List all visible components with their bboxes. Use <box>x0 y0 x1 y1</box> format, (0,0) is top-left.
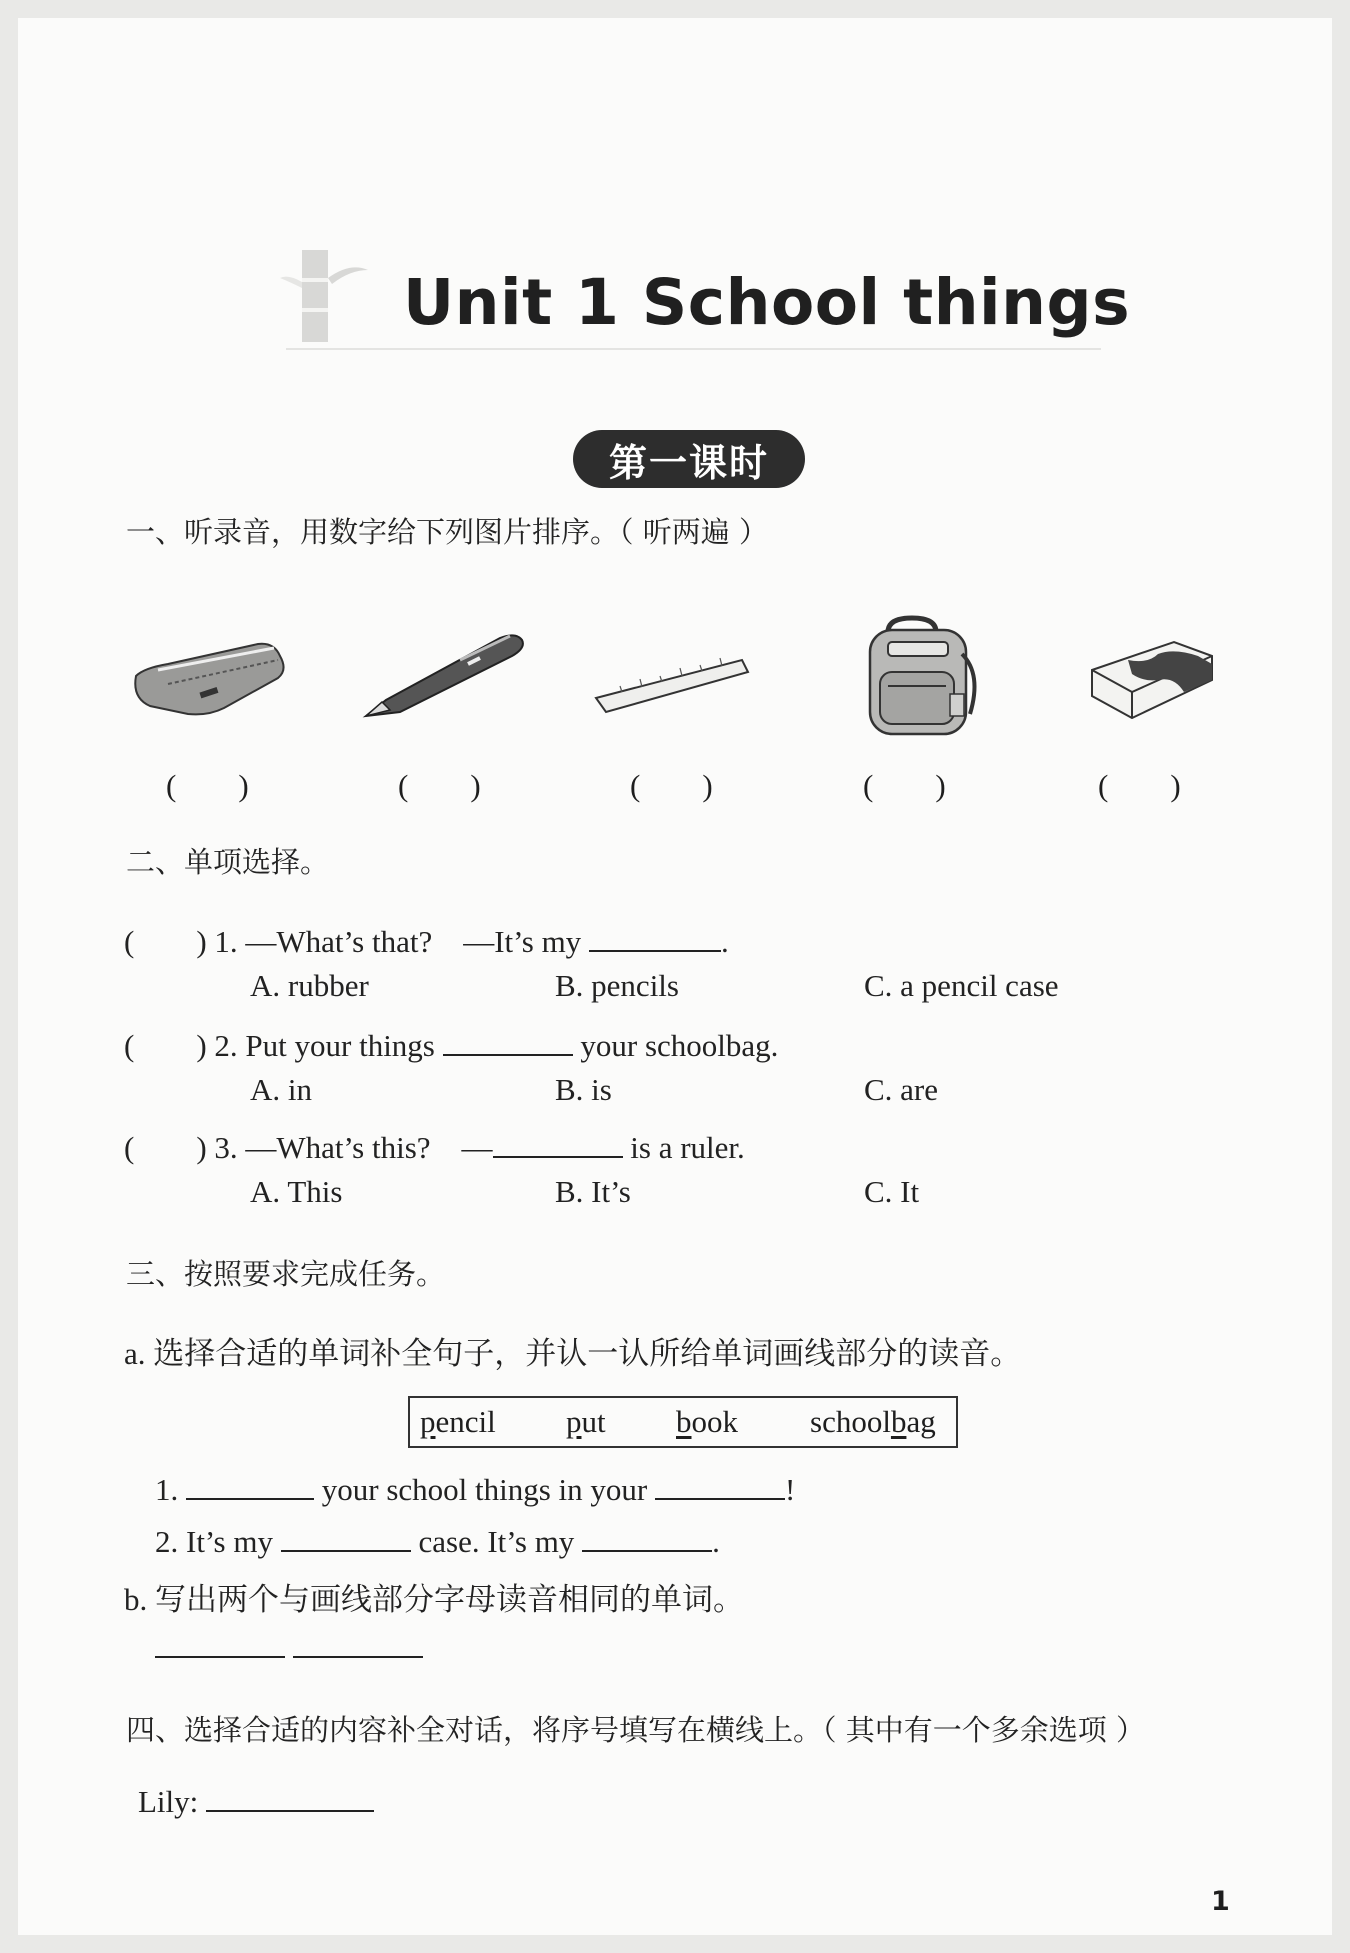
pencil-case-icon <box>128 626 288 726</box>
word-pencil[interactable]: pencil <box>420 1404 496 1439</box>
fill-blank[interactable] <box>589 949 721 952</box>
pen-icon <box>360 630 530 725</box>
question-stem-end: your schoolbag. <box>580 1028 779 1063</box>
section4-heading: 四、选择合适的内容补全对话，将序号填写在横线上。（ 其中有一个多余选项 ） <box>126 1713 1145 1747</box>
sentence-2: 2. It’s my case. It’s my . <box>155 1524 720 1559</box>
fill-blank[interactable] <box>281 1549 411 1552</box>
question-stem: 3. —What’s this? — <box>214 1130 493 1165</box>
option-a[interactable]: A. in <box>250 1072 312 1107</box>
lesson-badge: 第一课时 <box>573 430 805 488</box>
schoolbag-icon <box>858 614 984 747</box>
speaker-label: Lily: <box>138 1784 199 1819</box>
worksheet-page <box>18 18 1332 1935</box>
question-stem-end: . <box>720 924 729 959</box>
ruler-icon <box>592 654 752 719</box>
sentence-1: 1. your school things in your ! <box>155 1472 796 1507</box>
question-stem: 2. Put your things <box>214 1028 435 1063</box>
option-c[interactable]: C. are <box>864 1072 939 1107</box>
question-stem-end: is a ruler. <box>630 1130 745 1165</box>
part-b-instruction: b. 写出两个与画线部分字母读音相同的单词。 <box>124 1582 744 1617</box>
eraser-icon <box>1088 634 1218 731</box>
title-divider <box>286 348 1101 350</box>
fill-blank[interactable] <box>493 1155 623 1158</box>
option-c[interactable]: C. a pencil case <box>864 968 1059 1003</box>
section1-heading: 一、听录音，用数字给下列图片排序。（ 听两遍 ） <box>126 515 768 549</box>
order-blank-2[interactable]: ( ) <box>398 768 481 803</box>
page-title: Unit 1 School things <box>403 266 1131 339</box>
fill-blank[interactable] <box>655 1497 785 1500</box>
word-schoolbag[interactable]: schoolbag <box>810 1404 936 1439</box>
fill-blank[interactable] <box>443 1053 573 1056</box>
option-c[interactable]: C. It <box>864 1174 920 1209</box>
part-a-instruction: a. 选择合适的单词补全句子，并认一认所给单词画线部分的读音。 <box>124 1336 1022 1371</box>
option-a[interactable]: A. rubber <box>250 968 369 1003</box>
answer-blank[interactable]: ( ) <box>124 1130 207 1165</box>
answer-blank[interactable]: ( ) <box>124 1028 207 1063</box>
word-put[interactable]: put <box>566 1404 606 1439</box>
fill-blank[interactable] <box>206 1809 374 1812</box>
fill-blank[interactable] <box>293 1656 423 1658</box>
order-blank-1[interactable]: ( ) <box>166 768 249 803</box>
option-b[interactable]: B. pencils <box>555 968 679 1003</box>
dialogue-line-lily <box>138 1784 374 1820</box>
section3-heading: 三、按照要求完成任务。 <box>126 1257 446 1291</box>
option-a[interactable]: A. This <box>250 1174 343 1209</box>
fill-blank[interactable] <box>155 1656 285 1658</box>
bamboo-logo-icon <box>280 248 380 349</box>
question-1 <box>124 916 729 961</box>
order-blank-5[interactable]: ( ) <box>1098 768 1181 803</box>
question-stem: 1. —What’s that? —It’s my <box>214 924 582 959</box>
order-blank-3[interactable]: ( ) <box>630 768 713 803</box>
word-bank <box>408 1396 958 1448</box>
fill-blank[interactable] <box>582 1549 712 1552</box>
question-3 <box>124 1122 745 1167</box>
word-book[interactable]: book <box>676 1404 738 1439</box>
fill-blank[interactable] <box>186 1497 314 1500</box>
section2-heading: 二、单项选择。 <box>126 845 330 879</box>
answer-blank[interactable]: ( ) <box>124 924 207 959</box>
question-2 <box>124 1020 778 1065</box>
option-b[interactable]: B. It’s <box>555 1174 631 1209</box>
option-b[interactable]: B. is <box>555 1072 612 1107</box>
order-blank-4[interactable]: ( ) <box>863 768 946 803</box>
page-number: 1 <box>1211 1886 1230 1917</box>
